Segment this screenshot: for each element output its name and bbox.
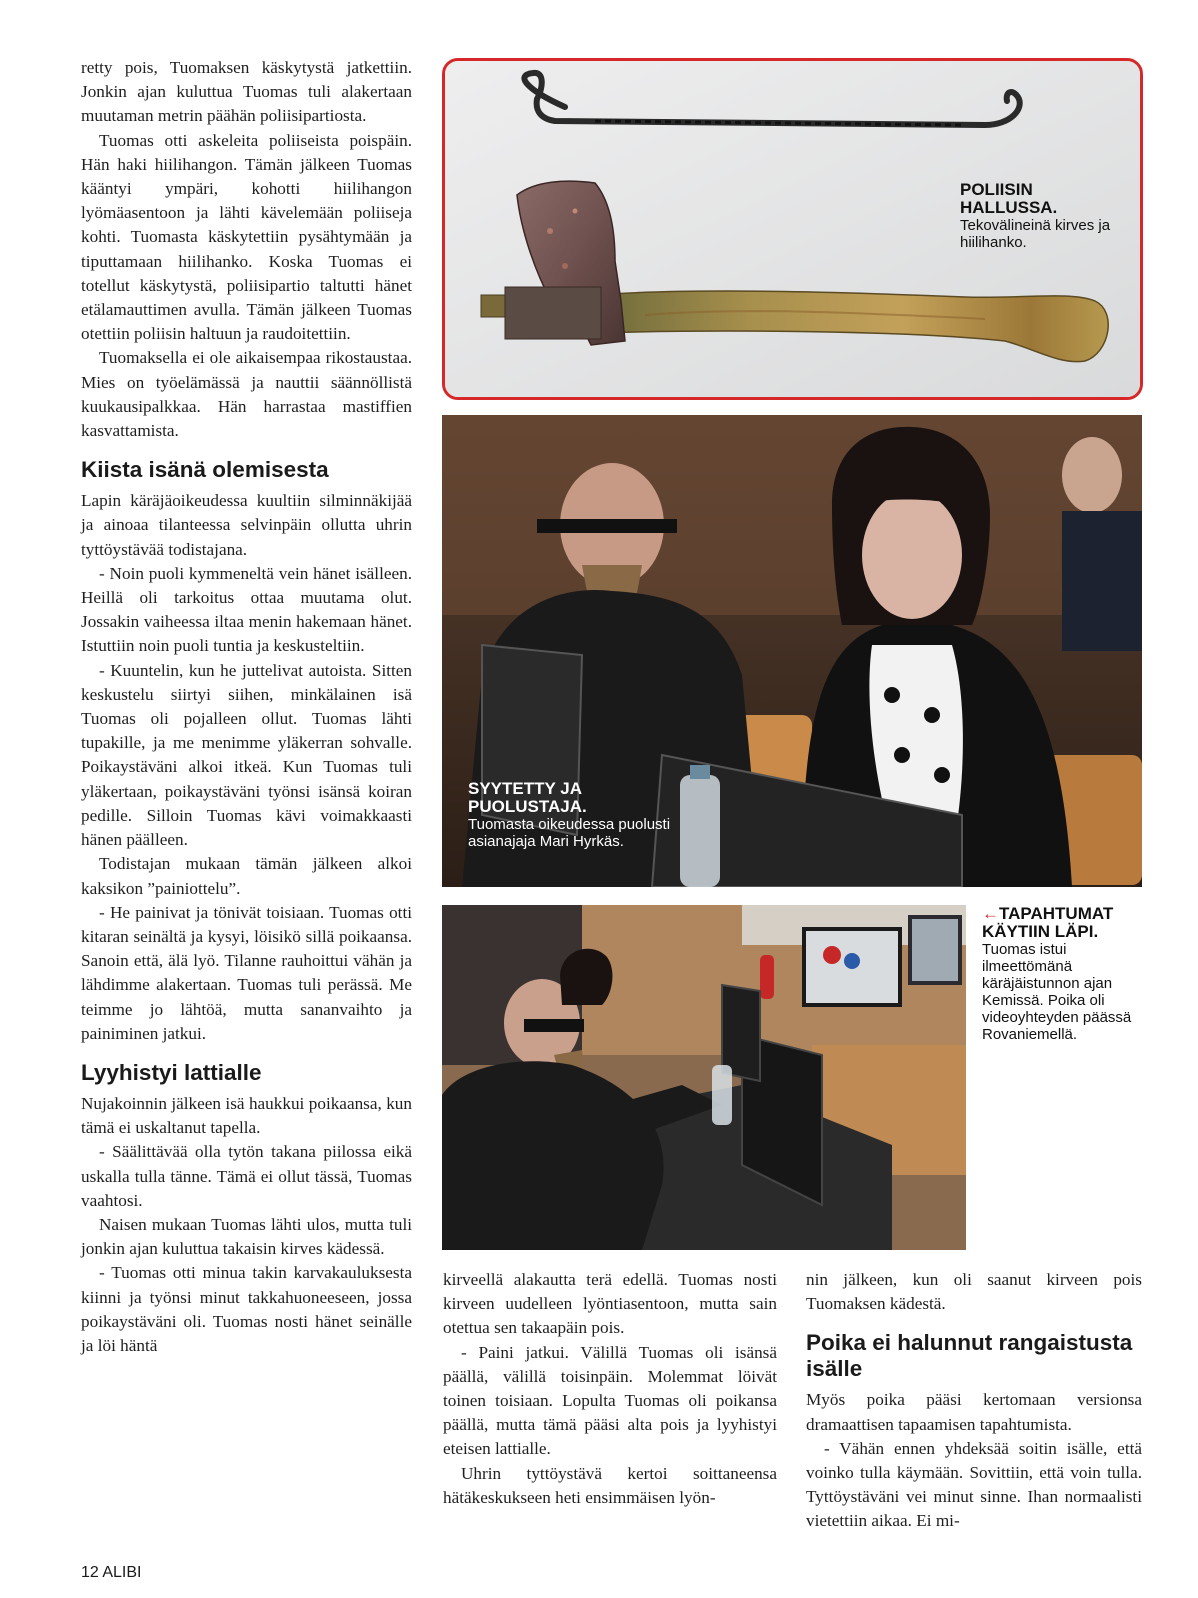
page-folio: 12 ALIBI (81, 1564, 142, 1581)
paragraph: Naisen mukaan Tuomas lähti ulos, mutta tuli jonkin ajan kuluttua takaisin kirves kädessä. (81, 1214, 412, 1259)
video-courtroom-illustration (442, 905, 966, 1250)
paragraph: Myös poika pääsi kertomaan versionsa dramaattisen tapaamisen tapahtumista. (806, 1390, 1142, 1434)
water-bottle-icon (712, 1065, 732, 1125)
lawyer-head (862, 491, 962, 619)
article-column-2 (443, 1268, 777, 1510)
caption-text: Tuomas istui ilmeettömänä käräjäistunnon ajan Kemissä. Poika oli videoyhteyden päässä Rovaniemellä. (982, 941, 1132, 1043)
paragraph: Nujakoinnin jälkeen isä haukkui poikaansa, kun tämä ei uskaltanut tapella. (81, 1093, 412, 1138)
paragraph: - Vähän ennen yhdeksää soitin isälle, että voinko tulla käymään. Sovittiin, että voin tulla. Tyttöystäväni vei minut sinne. Ihan normaalisti vietettiin aikaa. Ei mi- (806, 1438, 1142, 1531)
video-courtroom-photo (442, 905, 966, 1250)
video-caption (982, 905, 1157, 1043)
courtroom-photo (442, 415, 1142, 887)
paragraph: kirveellä alakautta terä edellä. Tuomas nosti kirveen uudelleen lyöntiasentoon, mutta sain otettua sen takaapäin pois. (443, 1270, 777, 1338)
paragraph: Uhrin tyttöystävä kertoi soittaneensa hätäkeskukseen heti ensimmäisen lyön- (443, 1463, 777, 1507)
paragraph: nin jälkeen, kun oli saanut kirveen pois Tuomaksen kädestä. (806, 1270, 1142, 1314)
paragraph: - Säälittävää olla tytön takana piilossa eikä uskalla tulla tänne. Tämä ei ollut tässä, Tuomas vaahtosi. (81, 1142, 412, 1210)
weapons-caption (960, 181, 1130, 251)
paragraph: Tuomaksella ei ole aikaisempaa rikostaustaa. Mies on työelämässä ja nauttii säännöllistä kuukausipalkkaa. Hän harrastaa mastiffien kasvattamista. (81, 348, 412, 441)
article-column-3 (806, 1268, 1142, 1534)
weapons-photo (442, 58, 1143, 400)
caption-head: POLIISIN HALLUSSA. (960, 180, 1058, 217)
subheading: Poika ei halunnut rangaistusta isälle (806, 1330, 1133, 1382)
paragraph: Tuomas otti askeleita poliiseista poispäin. Hän haki hiilihangon. Tämän jälkeen Tuomas kääntyi ympäri, kohotti hiilihangon lyömäasentoon ja lähti kävelemään poliiseja kohti. Tuomasta käskytettiin pysähtymään ja tiputtamaan hiilihanko. Koska Tuomas ei totellut käskytystä, poliisipartio taltutti hänet etälamauttimen avulla. Tämän jälkeen Tuomas otettiin poliisin haltuun ja raudoitettiin. (81, 130, 412, 344)
paragraph: - Kuuntelin, kun he juttelivat autoista. Sitten keskustelu siirtyi siihen, minkälainen isä Tuomas oli pojalleen ollut. Tuomas lähti tupakille, ja me menimme yläkerran sohvalle. Poikaystäväni alkoi itkeä. Kun Tuomas tuli yläkertaan, poikaystäväni työnsi isänsä koiran pedille. Silloin Tuomas kävi voimakkaasti hänen päälleen. (81, 660, 412, 850)
caption-head: SYYTETTY JA PUOLUSTAJA. (468, 779, 587, 816)
subheading: Lyyhistyi lattialle (81, 1059, 262, 1085)
courtroom-caption (468, 780, 688, 850)
paragraph: Todistajan mukaan tämän jälkeen alkoi kaksikon ”painiottelu”. (81, 854, 412, 898)
caption-head: ←TAPAHTUMAT KÄYTIIN LÄPI. (982, 904, 1114, 941)
caption-text: Tekovälineinä kirves ja hiilihanko. (960, 217, 1111, 251)
article-column-1 (81, 56, 412, 1358)
paragraph: - Tuomas otti minua takin karvakauluksesta kiinni ja työnsi minut takkahuoneeseen, jossa poikaystäväni oli. Tuomas nosti hänet seinälle ja löi häntä (81, 1263, 412, 1355)
paragraph: retty pois, Tuomaksen käskytystä jatkettiin. Jonkin ajan kuluttua Tuomas tuli alakertaan muutaman metrin päähän poliisipartiosta. (81, 58, 412, 126)
paragraph: - Paini jatkui. Välillä Tuomas oli isänsä päällä, välillä toisinpäin. Molemmat löivät toinen toisiaan. Lopulta Tuomas oli poikansa päällä, mutta tämä pääsi alta pois ja lyyhistyi eteisen lattialle. (443, 1342, 777, 1459)
paragraph: - Noin puoli kymmeneltä vein hänet isälleen. Heillä oli tarkoitus ottaa muutama olut. Jossakin vaiheessa iltaa menin hakemaan hänet. Istuttiin noin puoli tuntia ja keskusteltiin. (81, 563, 412, 656)
arrow-left-icon: ← (982, 904, 999, 923)
subheading: Kiista isänä olemisesta (81, 457, 329, 483)
paragraph: - He painivat ja tönivät toisiaan. Tuomas otti kitaran seinältä ja kysyi, löisikö sillä poikaansa. Sanoin että, älä lyö. Tilanne rauhoittui vähän ja lähdimme alakertaan. Tuomas tuli perässä. Me teimme jo lähtöä, mutta sananvaihto ja painiminen jatkui. (81, 902, 412, 1043)
caption-text: Tuomasta oikeudessa puolusti asianajaja Mari Hyrkäs. (468, 816, 671, 850)
paragraph: Lapin käräjäoikeudessa kuultiin silminnäkijää ja ainoaa tilanteessa selvinpäin ollutta uhrin tyttöystävää todistajana. (81, 491, 412, 559)
